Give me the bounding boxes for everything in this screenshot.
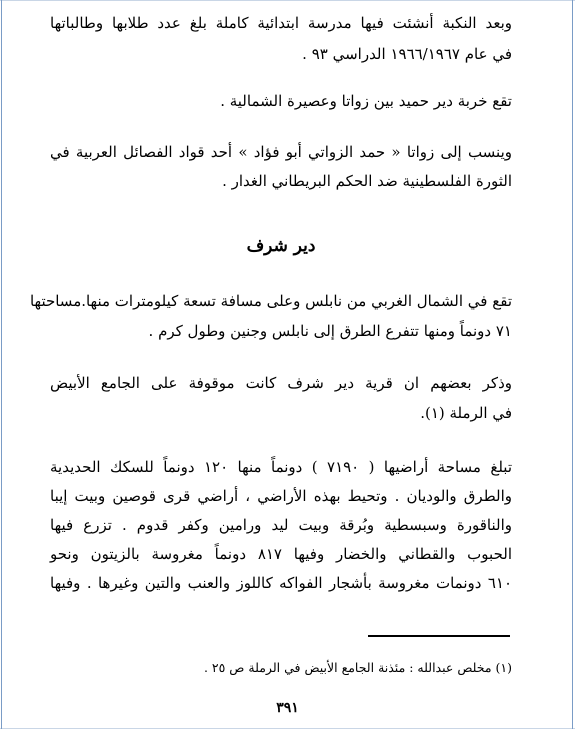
paragraph-3-line-2: الثورة الفلسطينية ضد الحكم البريطاني الغدار . xyxy=(222,172,512,190)
frame-left-border xyxy=(1,0,2,729)
paragraph-6-line-4: الحبوب والقطاني والخضار وفيها ٨١٧ دونماً مغروسة بالزيتون ونحو xyxy=(50,545,512,563)
paragraph-6-line-1: تبلغ مساحة أراضيها ( ٧١٩٠ ) دونماً منها ١٢٠ دونماً للسكك الحديدية xyxy=(50,458,513,476)
paragraph-6-line-5: ٦١٠ دونمات مغروسة بأشجار الفواكه كاللوز والعنب والتين وغيرها . وفيها xyxy=(50,574,512,592)
paragraph-1-line-2: في عام ١٩٦٦/١٩٦٧ الدراسي ٩٣ . xyxy=(302,45,512,63)
frame-right-border xyxy=(572,0,573,729)
frame-top-border xyxy=(0,0,575,1)
paragraph-3-line-1: وينسب إلى زواتا « حمد الزواتي أبو فؤاد » أحد قواد الفصائل العربية في xyxy=(50,143,512,161)
paragraph-6-line-2: والطرق والوديان . وتحيط بهذه الأراضي ، أراضي قرى قوصين وبيت إيبا xyxy=(50,487,512,505)
page-number: ٣٩١ xyxy=(276,700,299,716)
footnote-separator xyxy=(368,635,510,637)
footnote: (١) مخلص عبدالله : مئذنة الجامع الأبيض في الرملة ص ٢٥ . xyxy=(203,660,512,675)
paragraph-4-line-1: تقع في الشمال الغربي من نابلس وعلى مسافة تسعة كيلومترات منها.مساحتها xyxy=(29,292,512,310)
paragraph-5-line-2: في الرملة (١). xyxy=(420,404,512,422)
paragraph-5-line-1: وذكر بعضهم ان قرية دير شرف كانت موقوفة على الجامع الأبيض xyxy=(50,374,512,392)
section-heading: دير شرف xyxy=(246,236,316,256)
paragraph-4-line-2: ٧١ دونماً ومنها تتفرع الطرق إلى نابلس وجنين وطول كرم . xyxy=(148,322,512,340)
paragraph-6-line-3: والناقورة وسبسطية وبُرقة وبيت ليد ورامين وكفر قدوم . تزرع فيها xyxy=(50,516,512,534)
paragraph-2-line-1: تقع خربة دير حميد بين زواتا وعصيرة الشمالية . xyxy=(220,92,512,110)
paragraph-1-line-1: وبعد النكبة أنشئت فيها مدرسة ابتدائية كاملة بلغ عدد طلابها وطالباتها xyxy=(50,14,512,32)
